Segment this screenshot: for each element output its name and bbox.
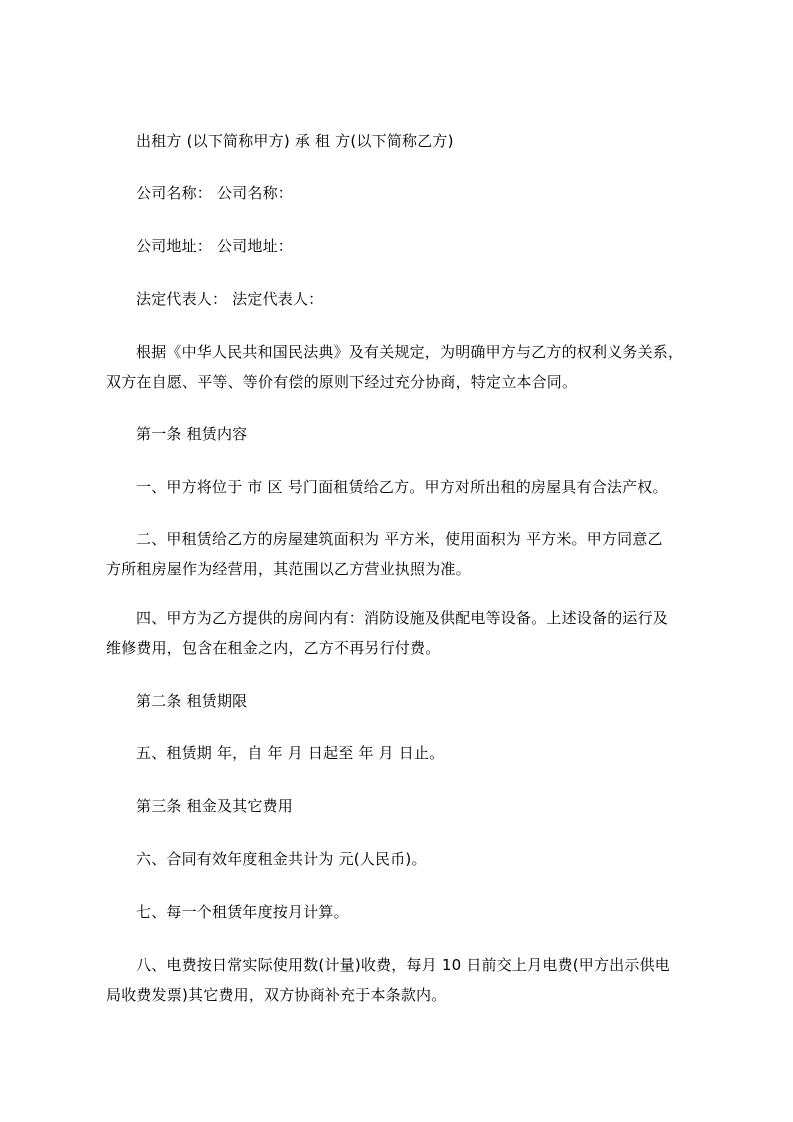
clause-1: 一、甲方将位于 市 区 号门面租赁给乙方。甲方对所出租的房屋具有合法产权。	[136, 478, 668, 496]
clause-8-paragraph	[106, 950, 713, 1010]
article-1-title: 第一条 租赁内容	[136, 425, 248, 443]
clause-2-line-2: 方所租房屋作为经营用，其范围以乙方营业执照为准。	[106, 560, 471, 578]
article-2-title: 第二条 租赁期限	[136, 692, 248, 710]
clause-7: 七、每一个租赁年度按月计算。	[136, 903, 349, 921]
legal-representative-line: 法定代表人： 法定代表人：	[136, 290, 324, 308]
article-3-title: 第三条 租金及其它费用	[136, 797, 293, 815]
clause-6: 六、合同有效年度租金共计为 元(人民币)。	[136, 850, 427, 868]
clause-4-line-1: 四、甲方为乙方提供的房间内有：消防设施及供配电等设备。上述设备的运行及	[136, 609, 669, 627]
preamble-line-1: 根据《中华人民共和国民法典》及有关规定，为明确甲方与乙方的权利义务关系，	[136, 343, 684, 361]
clause-4-paragraph	[106, 603, 713, 663]
parties-header: 出租方 (以下简称甲方) 承 租 方(以下简称乙方)	[136, 132, 454, 150]
preamble-line-2: 双方在自愿、平等、等价有偿的原则下经过充分协商，特定立本合同。	[106, 373, 578, 391]
clause-5: 五、租赁期 年，自 年 月 日起至 年 月 日止。	[136, 744, 445, 762]
company-name-line: 公司名称： 公司名称：	[136, 184, 293, 202]
clause-2-paragraph	[106, 524, 713, 584]
clause-2-line-1: 二、甲租赁给乙方的房屋建筑面积为 平方米，使用面积为 平方米。甲方同意乙	[136, 530, 663, 548]
clause-4-line-2: 维修费用，包含在租金之内，乙方不再另行付费。	[106, 639, 441, 657]
company-address-line: 公司地址： 公司地址：	[136, 237, 293, 255]
clause-8-line-1: 八、电费按日常实际使用数(计量)收费，每月 10 日前交上月电费(甲方出示供电	[136, 956, 670, 974]
preamble-paragraph	[106, 337, 713, 397]
clause-8-line-2: 局收费发票)其它费用，双方协商补充于本条款内。	[106, 986, 447, 1004]
